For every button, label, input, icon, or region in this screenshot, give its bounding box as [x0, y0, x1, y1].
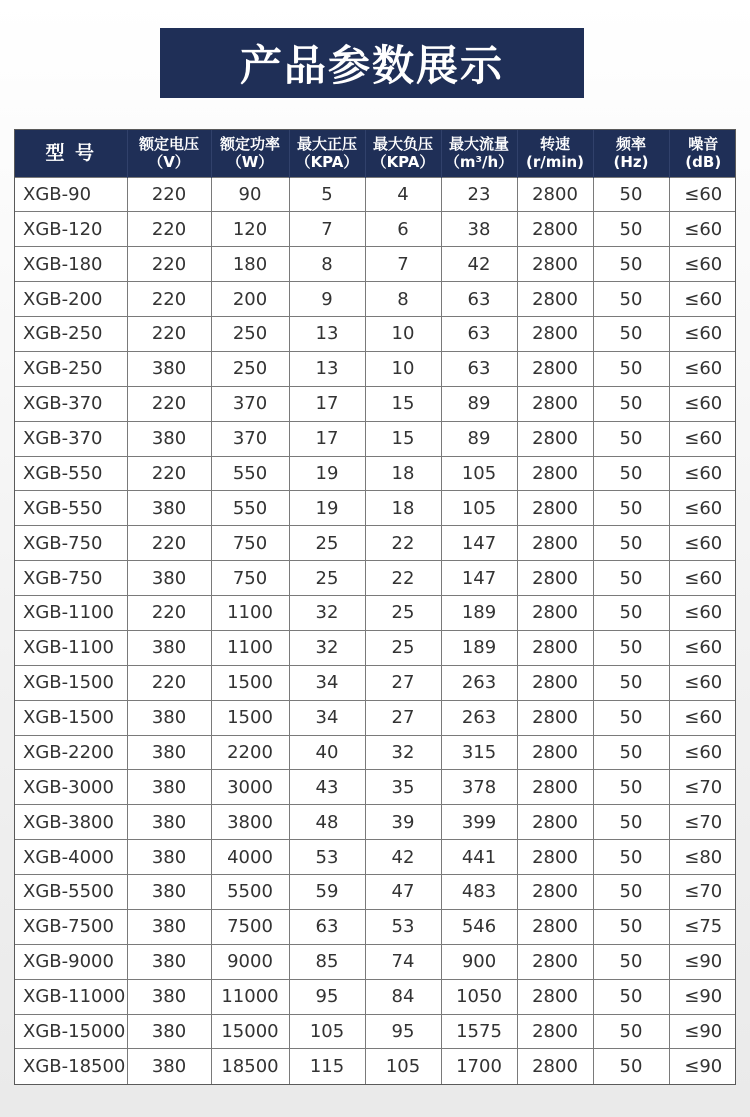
table-cell: 2800 — [517, 875, 593, 910]
table-cell: 250 — [211, 351, 289, 386]
table-body — [15, 177, 736, 1084]
table-cell: 50 — [593, 282, 669, 317]
column-header-unit: (dB) — [685, 153, 722, 172]
table-cell: 50 — [593, 456, 669, 491]
table-row — [15, 1014, 736, 1049]
table-cell: 315 — [441, 735, 517, 770]
model-cell: XGB-2200 — [15, 735, 127, 770]
table-row — [15, 317, 736, 352]
column-header-1 — [127, 130, 211, 177]
table-cell: 180 — [211, 247, 289, 282]
table-cell: 6 — [365, 212, 441, 247]
table-cell: 7 — [289, 212, 365, 247]
table-cell: ≤90 — [669, 979, 736, 1014]
table-row — [15, 665, 736, 700]
table-cell: 550 — [211, 456, 289, 491]
table-cell: 50 — [593, 177, 669, 212]
model-cell: XGB-7500 — [15, 909, 127, 944]
table-cell: 50 — [593, 875, 669, 910]
table-cell: 50 — [593, 526, 669, 561]
table-cell: 2800 — [517, 386, 593, 421]
table-cell: 220 — [127, 526, 211, 561]
table-row — [15, 630, 736, 665]
table-cell: 1500 — [211, 665, 289, 700]
model-cell: XGB-180 — [15, 247, 127, 282]
table-cell: ≤60 — [669, 526, 736, 561]
table-cell: 2800 — [517, 979, 593, 1014]
column-header-label: 额定电压 — [138, 135, 199, 154]
table-row — [15, 596, 736, 631]
table-cell: 59 — [289, 875, 365, 910]
table-cell: ≤60 — [669, 456, 736, 491]
table-cell: 50 — [593, 1049, 669, 1084]
table-cell: 63 — [441, 351, 517, 386]
column-header-label: 最大正压 — [296, 135, 357, 154]
table-cell: 48 — [289, 805, 365, 840]
table-cell: 380 — [127, 421, 211, 456]
table-cell: 50 — [593, 351, 669, 386]
table-cell: 380 — [127, 979, 211, 1014]
model-cell: XGB-250 — [15, 317, 127, 352]
table-cell: ≤60 — [669, 247, 736, 282]
table-cell: 50 — [593, 212, 669, 247]
table-cell: 13 — [289, 317, 365, 352]
table-cell: 9000 — [211, 944, 289, 979]
table-cell: 2800 — [517, 456, 593, 491]
table-cell: 63 — [289, 909, 365, 944]
table-cell: 546 — [441, 909, 517, 944]
column-header-unit: （KPA） — [371, 153, 435, 172]
table-cell: 53 — [289, 840, 365, 875]
table-cell: 2800 — [517, 491, 593, 526]
table-row — [15, 247, 736, 282]
table-cell: 2800 — [517, 1049, 593, 1084]
table-cell: 2800 — [517, 630, 593, 665]
table-cell: 27 — [365, 700, 441, 735]
model-cell: XGB-1500 — [15, 700, 127, 735]
table-cell: 50 — [593, 317, 669, 352]
model-cell: XGB-1100 — [15, 630, 127, 665]
table-cell: ≤60 — [669, 491, 736, 526]
table-row — [15, 944, 736, 979]
table-row — [15, 351, 736, 386]
column-header-2 — [211, 130, 289, 177]
table-row — [15, 526, 736, 561]
table-cell: 50 — [593, 1014, 669, 1049]
table-cell: ≤60 — [669, 561, 736, 596]
model-cell: XGB-15000 — [15, 1014, 127, 1049]
column-header-label: 转速 — [539, 135, 570, 154]
table-cell: 50 — [593, 247, 669, 282]
model-cell: XGB-9000 — [15, 944, 127, 979]
column-header-label: 额定功率 — [219, 135, 280, 154]
table-row — [15, 1049, 736, 1084]
table-cell: 2800 — [517, 909, 593, 944]
table-row — [15, 909, 736, 944]
table-cell: 220 — [127, 177, 211, 212]
column-header-3 — [289, 130, 365, 177]
table-cell: 189 — [441, 596, 517, 631]
table-cell: ≤75 — [669, 909, 736, 944]
table-cell: 1700 — [441, 1049, 517, 1084]
table-cell: 50 — [593, 700, 669, 735]
table-cell: 380 — [127, 840, 211, 875]
table-cell: 220 — [127, 282, 211, 317]
table-cell: ≤60 — [669, 317, 736, 352]
table-cell: 85 — [289, 944, 365, 979]
column-header-unit: （m³/h） — [444, 153, 514, 172]
table-cell: ≤60 — [669, 177, 736, 212]
model-cell: XGB-1100 — [15, 596, 127, 631]
table-cell: ≤60 — [669, 282, 736, 317]
table-cell: 263 — [441, 665, 517, 700]
table-cell: 2800 — [517, 735, 593, 770]
table-cell: 19 — [289, 456, 365, 491]
table-cell: 47 — [365, 875, 441, 910]
table-cell: 2800 — [517, 421, 593, 456]
table-cell: 378 — [441, 770, 517, 805]
parameters-table-container — [14, 129, 736, 1085]
table-row — [15, 177, 736, 212]
table-cell: 2800 — [517, 282, 593, 317]
table-cell: 5500 — [211, 875, 289, 910]
table-cell: 18 — [365, 491, 441, 526]
table-cell: 370 — [211, 421, 289, 456]
parameters-table — [15, 130, 736, 1084]
table-cell: 50 — [593, 735, 669, 770]
table-cell: 115 — [289, 1049, 365, 1084]
table-row — [15, 770, 736, 805]
table-cell: 10 — [365, 317, 441, 352]
table-cell: 90 — [211, 177, 289, 212]
table-cell: 25 — [365, 596, 441, 631]
table-row — [15, 456, 736, 491]
table-cell: 34 — [289, 665, 365, 700]
table-cell: 2800 — [517, 212, 593, 247]
column-header-label: 噪音 — [688, 135, 719, 154]
table-cell: 53 — [365, 909, 441, 944]
table-cell: ≤70 — [669, 875, 736, 910]
table-cell: 34 — [289, 700, 365, 735]
table-cell: 39 — [365, 805, 441, 840]
table-cell: 15000 — [211, 1014, 289, 1049]
table-cell: 2200 — [211, 735, 289, 770]
table-cell: ≤60 — [669, 386, 736, 421]
table-cell: 50 — [593, 596, 669, 631]
model-cell: XGB-370 — [15, 386, 127, 421]
table-row — [15, 840, 736, 875]
table-cell: 2800 — [517, 700, 593, 735]
column-header-unit: （KPA） — [295, 153, 359, 172]
table-cell: 63 — [441, 317, 517, 352]
model-cell: XGB-250 — [15, 351, 127, 386]
table-cell: 50 — [593, 805, 669, 840]
table-cell: 2800 — [517, 561, 593, 596]
table-row — [15, 700, 736, 735]
table-cell: 147 — [441, 561, 517, 596]
table-row — [15, 386, 736, 421]
table-cell: 189 — [441, 630, 517, 665]
table-row — [15, 421, 736, 456]
table-cell: 32 — [289, 596, 365, 631]
table-cell: ≤80 — [669, 840, 736, 875]
column-header-6 — [517, 130, 593, 177]
table-cell: ≤60 — [669, 700, 736, 735]
table-cell: 2800 — [517, 351, 593, 386]
table-cell: 483 — [441, 875, 517, 910]
table-cell: 23 — [441, 177, 517, 212]
table-cell: ≤60 — [669, 630, 736, 665]
table-cell: 27 — [365, 665, 441, 700]
table-cell: 95 — [365, 1014, 441, 1049]
column-header-label: 频率 — [615, 135, 646, 154]
table-cell: 3800 — [211, 805, 289, 840]
table-cell: 2800 — [517, 596, 593, 631]
table-cell: 89 — [441, 421, 517, 456]
table-cell: ≤90 — [669, 1049, 736, 1084]
column-header-5 — [441, 130, 517, 177]
table-cell: 380 — [127, 770, 211, 805]
table-cell: 38 — [441, 212, 517, 247]
table-cell: 399 — [441, 805, 517, 840]
model-cell: XGB-550 — [15, 491, 127, 526]
table-cell: 105 — [289, 1014, 365, 1049]
table-cell: 1050 — [441, 979, 517, 1014]
table-cell: 147 — [441, 526, 517, 561]
table-cell: 50 — [593, 630, 669, 665]
page-title: 产品参数展示 — [160, 28, 584, 98]
column-header-label: 最大流量 — [448, 135, 509, 154]
table-cell: 17 — [289, 386, 365, 421]
table-cell: 2800 — [517, 1014, 593, 1049]
table-header-row — [15, 130, 736, 177]
table-cell: 8 — [289, 247, 365, 282]
table-cell: 43 — [289, 770, 365, 805]
table-cell: 89 — [441, 386, 517, 421]
model-cell: XGB-5500 — [15, 875, 127, 910]
table-cell: 1100 — [211, 596, 289, 631]
table-cell: 15 — [365, 386, 441, 421]
table-cell: 25 — [289, 526, 365, 561]
table-cell: 50 — [593, 665, 669, 700]
table-cell: 220 — [127, 317, 211, 352]
table-cell: 900 — [441, 944, 517, 979]
table-row — [15, 561, 736, 596]
table-cell: 380 — [127, 805, 211, 840]
table-cell: ≤70 — [669, 805, 736, 840]
table-cell: ≤90 — [669, 1014, 736, 1049]
table-row — [15, 805, 736, 840]
table-cell: 50 — [593, 770, 669, 805]
column-header-8 — [669, 130, 736, 177]
table-cell: 380 — [127, 561, 211, 596]
table-cell: ≤60 — [669, 735, 736, 770]
table-cell: 750 — [211, 561, 289, 596]
table-cell: 220 — [127, 386, 211, 421]
table-cell: 200 — [211, 282, 289, 317]
table-cell: 18500 — [211, 1049, 289, 1084]
column-header-unit: (Hz) — [613, 153, 649, 172]
model-cell: XGB-90 — [15, 177, 127, 212]
column-header-unit: （V） — [148, 153, 190, 172]
model-cell: XGB-750 — [15, 526, 127, 561]
column-header-7 — [593, 130, 669, 177]
table-cell: ≤60 — [669, 212, 736, 247]
table-cell: ≤90 — [669, 944, 736, 979]
table-cell: 2800 — [517, 317, 593, 352]
table-cell: 18 — [365, 456, 441, 491]
table-row — [15, 282, 736, 317]
model-cell: XGB-200 — [15, 282, 127, 317]
table-cell: 250 — [211, 317, 289, 352]
table-cell: 4 — [365, 177, 441, 212]
table-cell: 380 — [127, 1049, 211, 1084]
model-cell: XGB-3000 — [15, 770, 127, 805]
model-cell: XGB-18500 — [15, 1049, 127, 1084]
table-cell: 550 — [211, 491, 289, 526]
table-cell: 380 — [127, 1014, 211, 1049]
column-header-0 — [15, 130, 127, 177]
table-cell: 750 — [211, 526, 289, 561]
table-cell: 11000 — [211, 979, 289, 1014]
table-cell: 50 — [593, 491, 669, 526]
table-cell: 15 — [365, 421, 441, 456]
table-cell: 8 — [365, 282, 441, 317]
table-cell: 380 — [127, 875, 211, 910]
column-header-unit: （W） — [226, 153, 274, 172]
column-header-label: 最大负压 — [372, 135, 433, 154]
table-cell: 50 — [593, 561, 669, 596]
table-cell: 32 — [289, 630, 365, 665]
table-cell: 42 — [365, 840, 441, 875]
model-cell: XGB-4000 — [15, 840, 127, 875]
table-row — [15, 491, 736, 526]
model-cell: XGB-1500 — [15, 665, 127, 700]
table-cell: 5 — [289, 177, 365, 212]
table-cell: 220 — [127, 596, 211, 631]
table-cell: 50 — [593, 386, 669, 421]
table-cell: 220 — [127, 456, 211, 491]
table-cell: 2800 — [517, 526, 593, 561]
table-cell: 2800 — [517, 840, 593, 875]
table-cell: 22 — [365, 561, 441, 596]
table-cell: 9 — [289, 282, 365, 317]
table-cell: 95 — [289, 979, 365, 1014]
table-cell: 220 — [127, 247, 211, 282]
table-row — [15, 735, 736, 770]
table-cell: 35 — [365, 770, 441, 805]
column-header-label: 型 号 — [45, 141, 97, 164]
table-cell: 50 — [593, 421, 669, 456]
table-cell: ≤60 — [669, 596, 736, 631]
table-cell: 32 — [365, 735, 441, 770]
column-header-unit: (r/min) — [525, 153, 585, 172]
table-cell: ≤60 — [669, 351, 736, 386]
table-row — [15, 875, 736, 910]
table-cell: 2800 — [517, 665, 593, 700]
table-cell: ≤70 — [669, 770, 736, 805]
model-cell: XGB-3800 — [15, 805, 127, 840]
table-cell: 105 — [365, 1049, 441, 1084]
table-cell: 2800 — [517, 177, 593, 212]
table-cell: 105 — [441, 456, 517, 491]
table-cell: 25 — [289, 561, 365, 596]
model-cell: XGB-550 — [15, 456, 127, 491]
table-cell: 370 — [211, 386, 289, 421]
table-header — [15, 130, 736, 177]
table-row — [15, 212, 736, 247]
table-cell: ≤60 — [669, 421, 736, 456]
table-cell: 105 — [441, 491, 517, 526]
table-cell: 10 — [365, 351, 441, 386]
model-cell: XGB-11000 — [15, 979, 127, 1014]
table-cell: 7500 — [211, 909, 289, 944]
table-cell: 220 — [127, 665, 211, 700]
table-cell: 42 — [441, 247, 517, 282]
table-cell: 84 — [365, 979, 441, 1014]
table-cell: 50 — [593, 944, 669, 979]
table-cell: 380 — [127, 700, 211, 735]
table-cell: 263 — [441, 700, 517, 735]
table-cell: 1575 — [441, 1014, 517, 1049]
model-cell: XGB-120 — [15, 212, 127, 247]
table-cell: 25 — [365, 630, 441, 665]
column-header-4 — [365, 130, 441, 177]
table-cell: 120 — [211, 212, 289, 247]
table-cell: 380 — [127, 351, 211, 386]
table-cell: 50 — [593, 909, 669, 944]
table-cell: 63 — [441, 282, 517, 317]
table-cell: 2800 — [517, 944, 593, 979]
table-cell: ≤60 — [669, 665, 736, 700]
table-cell: 1500 — [211, 700, 289, 735]
table-cell: 4000 — [211, 840, 289, 875]
table-cell: 19 — [289, 491, 365, 526]
table-cell: 220 — [127, 212, 211, 247]
table-cell: 380 — [127, 735, 211, 770]
table-cell: 50 — [593, 979, 669, 1014]
table-cell: 441 — [441, 840, 517, 875]
table-cell: 50 — [593, 840, 669, 875]
model-cell: XGB-370 — [15, 421, 127, 456]
table-cell: 13 — [289, 351, 365, 386]
table-cell: 2800 — [517, 805, 593, 840]
table-cell: 3000 — [211, 770, 289, 805]
table-cell: 380 — [127, 491, 211, 526]
table-cell: 17 — [289, 421, 365, 456]
table-cell: 380 — [127, 630, 211, 665]
table-cell: 380 — [127, 909, 211, 944]
table-cell: 22 — [365, 526, 441, 561]
table-cell: 74 — [365, 944, 441, 979]
table-cell: 2800 — [517, 247, 593, 282]
table-cell: 380 — [127, 944, 211, 979]
table-cell: 2800 — [517, 770, 593, 805]
table-row — [15, 979, 736, 1014]
table-cell: 7 — [365, 247, 441, 282]
model-cell: XGB-750 — [15, 561, 127, 596]
table-cell: 1100 — [211, 630, 289, 665]
table-cell: 40 — [289, 735, 365, 770]
